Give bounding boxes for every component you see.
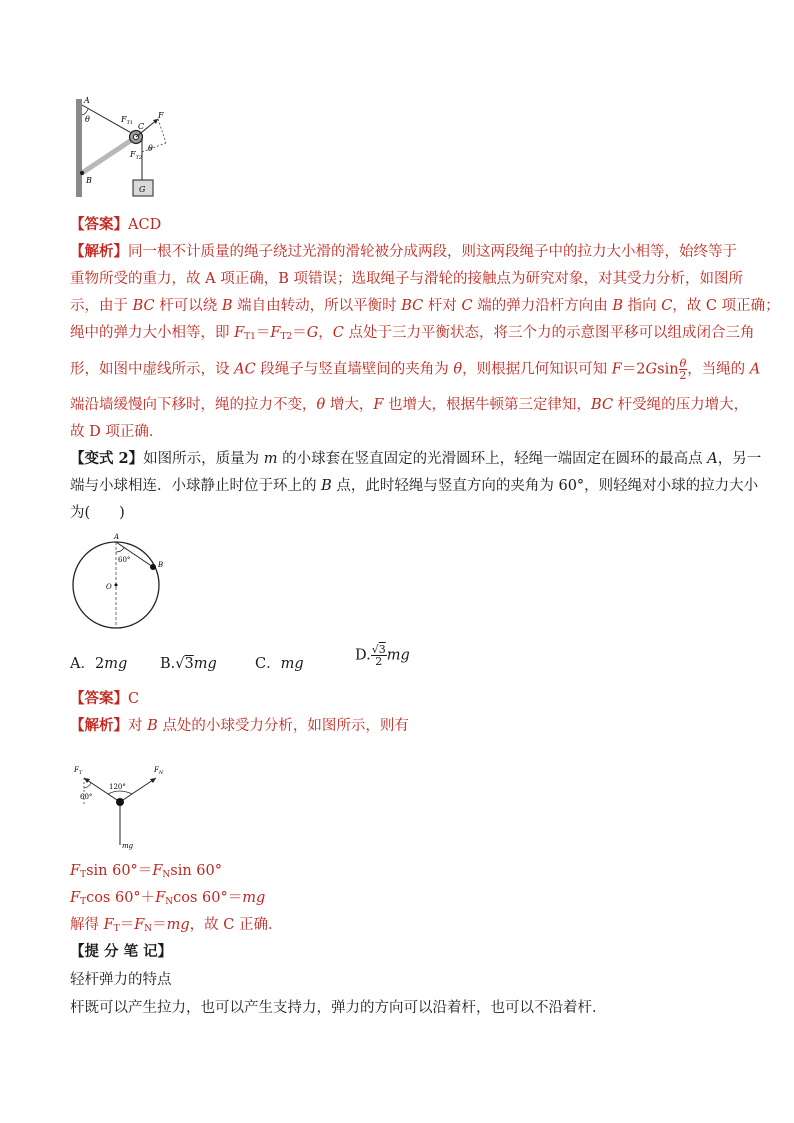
label-ft1: $F_{T1}$ <box>121 115 134 126</box>
equation-2: $F_T\cos$ $60^\circ+F_N\cos$ 60°＝mg <box>70 890 266 907</box>
label-mg: mg <box>122 842 134 850</box>
option-b[interactable]: B.√3mg <box>160 656 217 672</box>
analysis-tag: 【解析】 <box>70 243 128 260</box>
notes-body: 杆既可以产生拉力，也可以产生支持力，弹力的方向可以沿着杆，也可以不沿着杆． <box>70 1000 607 1016</box>
figure-ring-diagram <box>68 530 178 630</box>
notes-heading: 轻杆弹力的特点 <box>70 972 172 988</box>
answer-value: ACD <box>128 217 162 233</box>
fraction-theta-over-2: $\frac{\theta}{2}$ <box>679 357 687 382</box>
equation-1: $F_T\sin$ $60^\circ=F_N\sin$ 60° <box>70 863 222 880</box>
label-g: G <box>139 185 146 194</box>
label-60: 60° <box>118 556 131 564</box>
rod-bc <box>82 139 133 173</box>
answer-2: 【答案】C <box>70 690 140 707</box>
label-ft2: $F_{T2}$ <box>130 150 143 161</box>
option-c[interactable]: C．mg <box>255 656 304 672</box>
center-o <box>115 584 118 587</box>
answer-tag: 【答案】 <box>70 216 128 233</box>
label-f: F <box>158 111 164 120</box>
option-d[interactable]: D. $\frac{√3}{2}$ mg <box>355 643 410 668</box>
label-a: A <box>114 533 120 541</box>
label-60: 60° <box>80 793 93 801</box>
label-ft: $F_T$ <box>74 766 83 776</box>
ball-b <box>150 564 156 570</box>
equation-3: 解得 $F_T=F_N=mg$，故 C 正确． <box>70 917 283 934</box>
answer-1 <box>70 215 161 235</box>
label-fn: $F_N$ <box>154 766 164 776</box>
label-a: A <box>84 96 90 105</box>
figure-force-diagram <box>68 760 178 855</box>
figure-pulley-rod-diagram <box>68 95 178 203</box>
label-theta-2: θ <box>148 144 153 153</box>
label-o: O <box>106 583 112 591</box>
notes-title: 【提 分 笔 记】 <box>70 944 173 960</box>
fraction-sqrt3-over-2: $\frac{√3}{2}$ <box>371 643 386 668</box>
label-theta: θ <box>85 115 90 124</box>
option-a[interactable]: A．2mg <box>70 656 128 672</box>
label-b: B <box>158 561 164 569</box>
ball <box>116 798 124 806</box>
hinge-b <box>80 171 84 175</box>
analysis-2: 【解析】对 B 点处的小球受力分析，如图所示，则有 <box>70 717 409 734</box>
wall <box>76 99 82 197</box>
variant-tag: 【变式 2】 <box>70 450 144 467</box>
label-120: 120° <box>109 783 126 791</box>
label-b: B <box>86 176 92 185</box>
label-c: C <box>138 122 145 131</box>
